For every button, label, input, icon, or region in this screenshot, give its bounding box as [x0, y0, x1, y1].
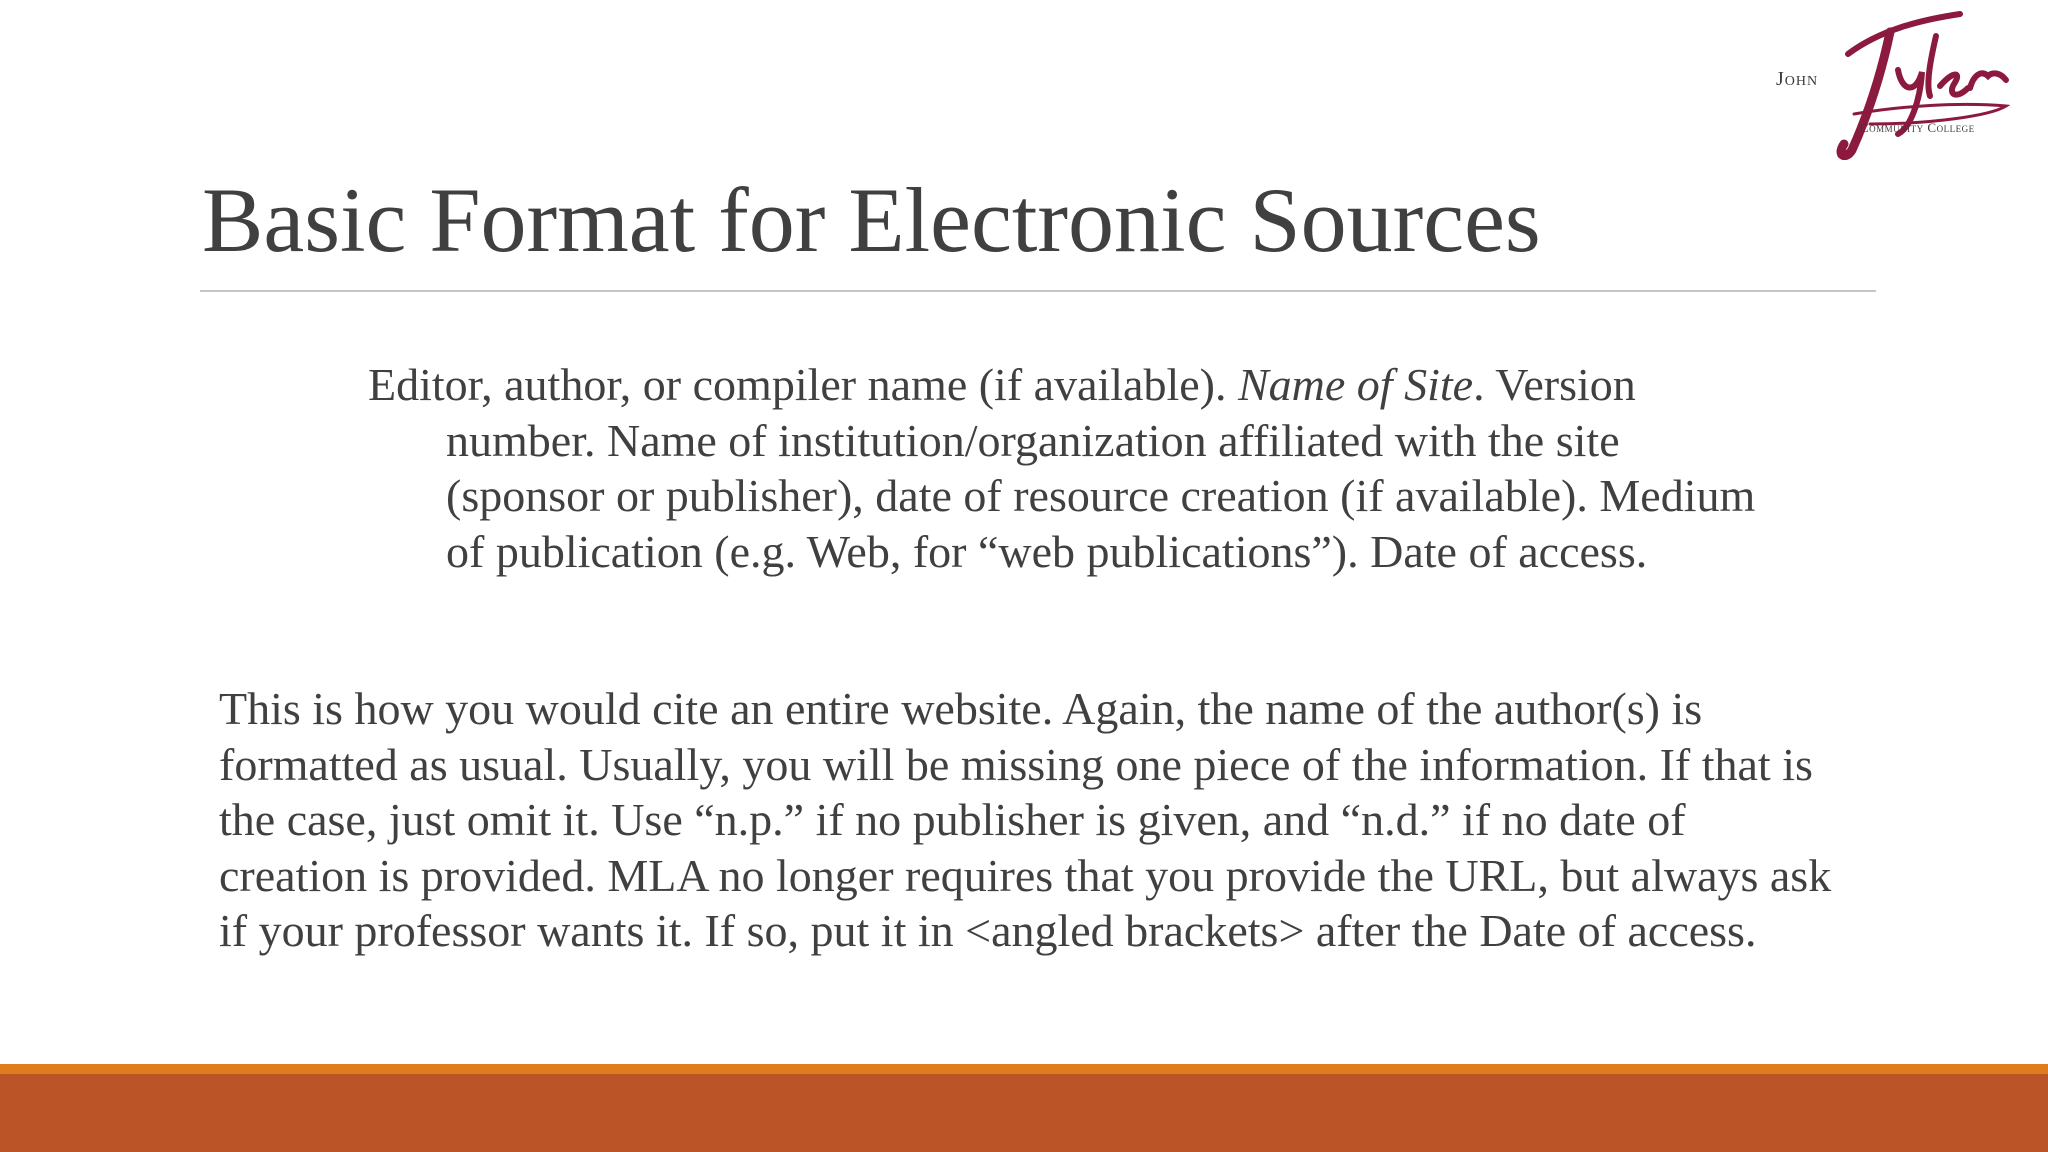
slide-title: Basic Format for Electronic Sources [202, 169, 1541, 271]
footer-bar [0, 1074, 2048, 1152]
footer-accent-bar [0, 1064, 2048, 1074]
citation-format [368, 357, 1776, 579]
format-line-rest: . Version number. Name of institution/organization affiliated with the site (sponsor or publisher), date of resource creation (if available). Medium of publication (e.g. Web, for “web publications”). Date of access. [446, 359, 1756, 577]
explanation-paragraph: This is how you would cite an entire website. Again, the name of the author(s) is formatted as usual. Usually, you will be missing one piece of the information. If that is the case, just omit it. Use “n.p.” if no publisher is given, and “n.d.” if no date of creation is provided. MLA no longer requires that you provide the URL, but always ask if your professor wants it. If so, put it in <angled brackets> after the Date of access. [219, 683, 1832, 956]
title-divider [200, 290, 1876, 292]
college-logo [1770, 10, 2010, 160]
format-line-start: Editor, author, or compiler name (if available). [368, 359, 1238, 410]
logo-college-text: Community College [1860, 120, 1975, 135]
logo-john-text: John [1776, 68, 1819, 90]
format-site-name: Name of Site [1237, 359, 1474, 410]
